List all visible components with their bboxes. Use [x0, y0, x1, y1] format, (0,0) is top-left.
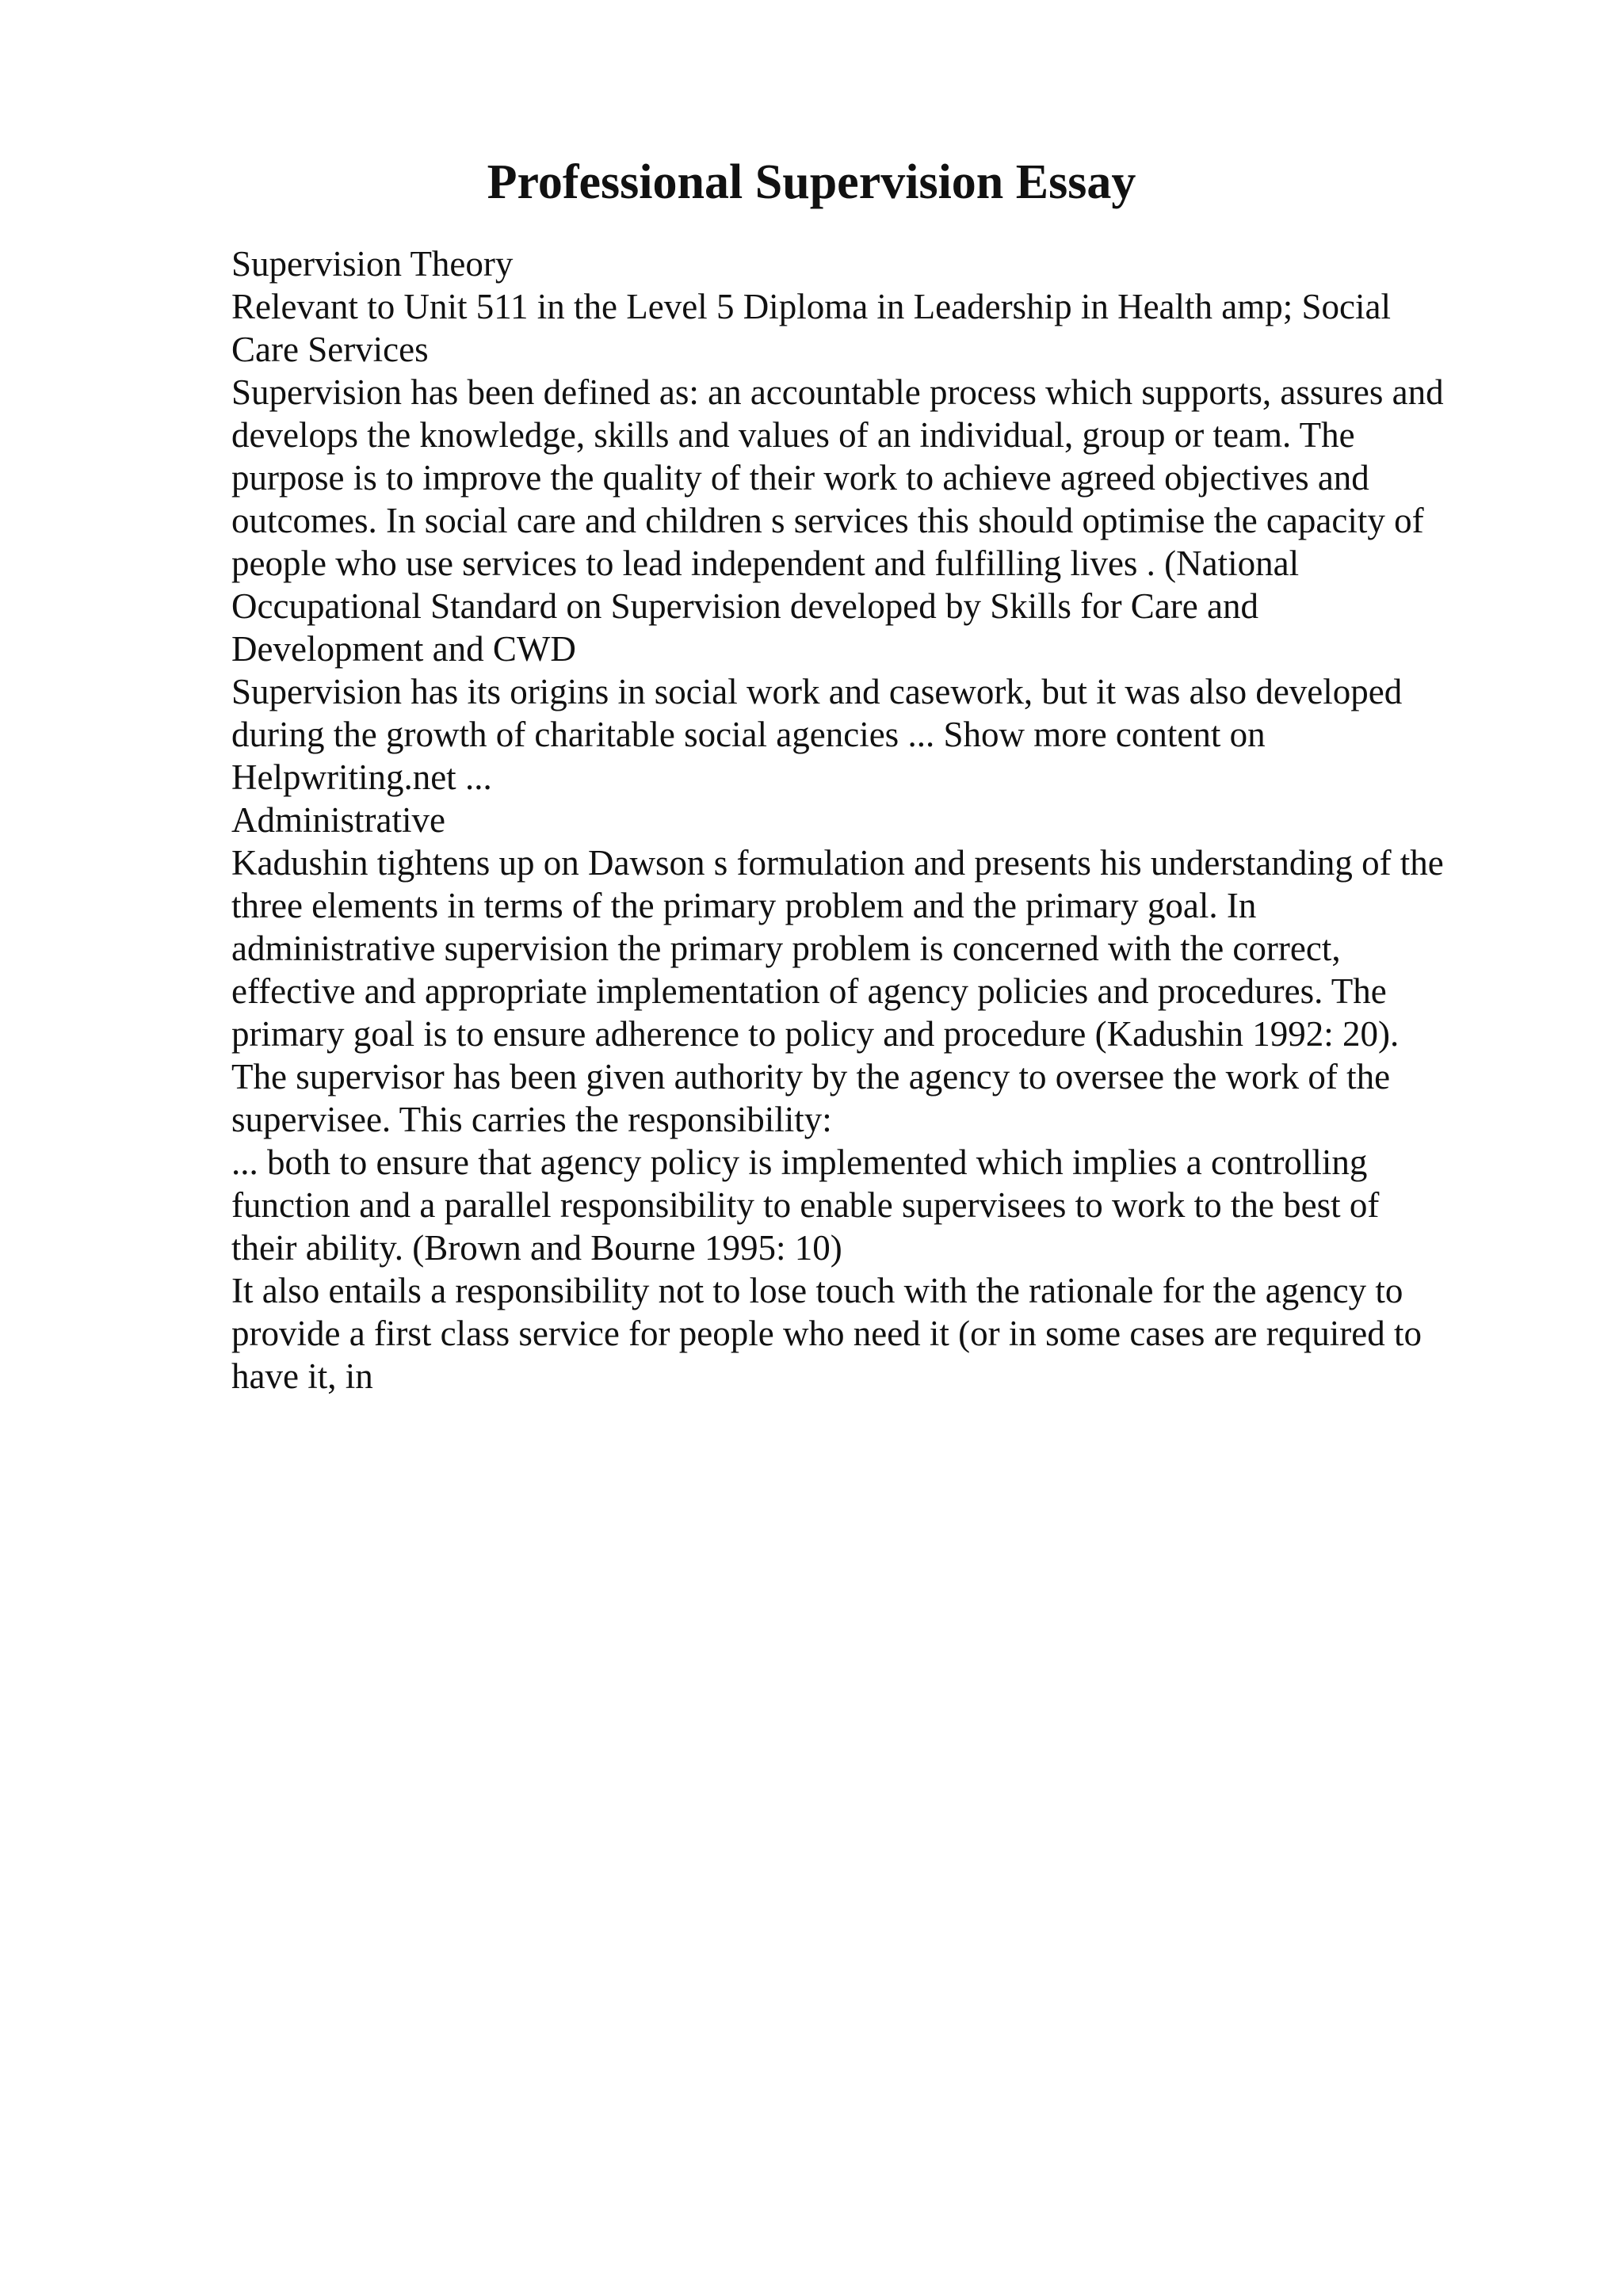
text-line: Administrative: [231, 800, 445, 840]
text-line: purpose is to improve the quality of their work to achieve agreed objectives and: [231, 458, 1369, 498]
text-line: Occupational Standard on Supervision developed by Skills for Care and: [231, 586, 1258, 626]
text-line: people who use services to lead independent and fulfilling lives . (National: [231, 543, 1300, 583]
text-line: primary goal is to ensure adherence to policy and procedure (Kadushin 1992: 20).: [231, 1014, 1400, 1054]
text-line: their ability. (Brown and Bourne 1995: 10): [231, 1228, 842, 1268]
text-line: effective and appropriate implementation of agency policies and procedures. The: [231, 971, 1387, 1011]
text-line: It also entails a responsibility not to lose touch with the rationale for the agency to: [231, 1271, 1403, 1310]
text-line: Supervision has been defined as: an accountable process which supports, assures and: [231, 372, 1444, 412]
text-line: administrative supervision the primary problem is concerned with the correct,: [231, 929, 1341, 968]
text-line: develops the knowledge, skills and values of an individual, group or team. The: [231, 415, 1355, 455]
text-line: The supervisor has been given authority by the agency to oversee the work of the: [231, 1057, 1391, 1097]
text-line: Kadushin tightens up on Dawson s formulation and presents his understanding of the: [231, 843, 1444, 883]
text-line: Relevant to Unit 511 in the Level 5 Diploma in Leadership in Health amp; Social: [231, 287, 1391, 326]
text-line: Care Services: [231, 330, 429, 369]
document-title: Professional Supervision Essay: [487, 155, 1136, 209]
text-line: ... both to ensure that agency policy is implemented which implies a controlling: [231, 1142, 1368, 1182]
text-line: function and a parallel responsibility to enable supervisees to work to the best of: [231, 1185, 1380, 1225]
text-line: supervisee. This carries the responsibility:: [231, 1100, 832, 1139]
text-line: have it, in: [231, 1356, 373, 1396]
text-line: three elements in terms of the primary problem and the primary goal. In: [231, 886, 1257, 925]
document-body: [231, 242, 1594, 1398]
text-line: outcomes. In social care and children s services this should optimise the capacity of: [231, 501, 1424, 540]
text-line: during the growth of charitable social agencies ... Show more content on: [231, 715, 1266, 754]
text-line: provide a first class service for people who need it (or in some cases are required to: [231, 1314, 1422, 1353]
text-line: Development and CWD: [231, 629, 576, 669]
text-line: Helpwriting.net ...: [231, 757, 492, 797]
text-line: Supervision Theory: [231, 244, 514, 284]
text-line: Supervision has its origins in social work and casework, but it was also developed: [231, 672, 1403, 711]
